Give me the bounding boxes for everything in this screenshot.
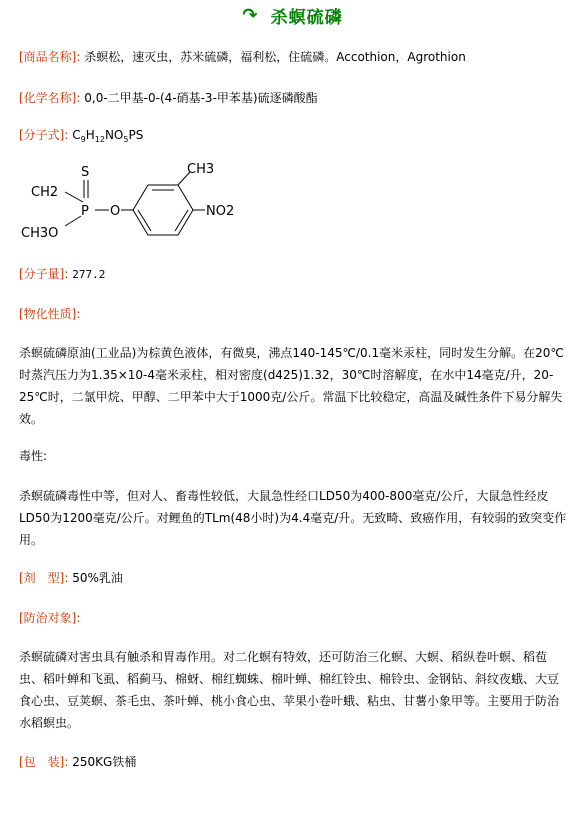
targets-heading-row <box>19 610 80 626</box>
packaging-value: 250KG铁桶 <box>72 755 137 769</box>
formulation-value: 50%乳油 <box>72 571 123 585</box>
properties-label: [物化性质]: <box>19 307 81 321</box>
properties-text: 杀螟硫磷原油(工业品)为棕黄色液体，有微臭，沸点140-145℃/0.1毫米汞柱，同时发生分解。在20℃时蒸汽压力为1.35×10-4毫米汞柱，相对密度(d425)1.32，30℃时溶解度，在水中14毫克/升，20-25℃时，二氯甲烷、甲醇、二甲苯中大于1000克/公斤。常温下比较稳定，高温及碱性条件下易分解失效。 <box>19 346 564 426</box>
page-title: 杀螟硫磷 <box>270 8 343 28</box>
targets-label: [防治对象]: <box>19 611 81 625</box>
mol-weight-label: [分子量]: <box>19 267 69 281</box>
properties-heading-row <box>19 306 80 322</box>
atom-o: O <box>110 204 121 219</box>
formula-label: [分子式]: <box>19 128 69 142</box>
formula-row <box>19 127 143 148</box>
trade-name-label: [商品名称]: <box>19 50 81 64</box>
atom-p: P <box>81 204 89 219</box>
mol-weight-row <box>19 266 105 283</box>
packaging-row <box>19 754 136 770</box>
chem-name-row <box>19 90 318 106</box>
packaging-label: [包 装]: <box>19 755 69 769</box>
atom-ch3o: CH3O <box>21 226 59 241</box>
ring-double-2 <box>175 210 188 231</box>
bond-ch2-p <box>65 192 83 202</box>
atom-ch2: CH2 <box>31 185 59 200</box>
atom-no2: NO2 <box>206 204 235 219</box>
trade-name-row <box>19 49 466 65</box>
toxicity-heading-row <box>19 448 47 464</box>
toxicity-text: 杀螟硫磷毒性中等，但对人、畜毒性较低，大鼠急性经口LD50为400-800毫克/公斤，大鼠急性经皮LD50为1200毫克/公斤。对鲤鱼的TLm(48小时)为4.4毫克/升。无致畸、致癌作用，有较弱的致突变作用。 <box>19 489 567 547</box>
ring-double-3 <box>138 210 151 231</box>
atom-ch3: CH3 <box>187 162 215 177</box>
formulation-row <box>19 570 123 586</box>
targets-text: 杀螟硫磷对害虫具有触杀和胃毒作用。对二化螟有特效，还可防治三化螟、大螟、稻纵卷叶螟、稻苞虫、稻叶蝉和飞虱、稻蓟马、棉蚜、棉红蜘蛛、棉叶蝉、棉红铃虫、棉铃虫、金钢钻、斜纹夜蛾、大豆食心虫、豆荚螟、茶毛虫、茶叶蝉、桃小食心虫、苹果小卷叶蛾、粘虫、甘薯小象甲等。主要用于防治水稻螟虫。 <box>19 650 560 730</box>
toxicity-heading: 毒性: <box>19 449 48 463</box>
atom-s: S <box>81 165 90 180</box>
chem-name-value: 0,0-二甲基-0-(4-硝基-3-甲苯基)硫逐磷酸酯 <box>84 91 318 105</box>
page-title-block <box>0 3 585 28</box>
formulation-label: [剂 型]: <box>19 571 69 585</box>
formula-value: $C_9H_{12}NO_5PS$ <box>72 128 144 144</box>
bond-p-ch3o <box>65 216 81 226</box>
structure-diagram <box>15 160 255 250</box>
curved-arrow-icon: ↷ <box>242 5 258 26</box>
benzene-ring <box>133 185 193 235</box>
trade-name-value: 杀螟松，速灭虫，苏米硫磷，福利松，住硫磷。Accothion，Agrothion <box>84 50 466 64</box>
chem-name-label: [化学名称]: <box>19 91 81 105</box>
mol-weight-value: 277.2 <box>72 268 106 281</box>
